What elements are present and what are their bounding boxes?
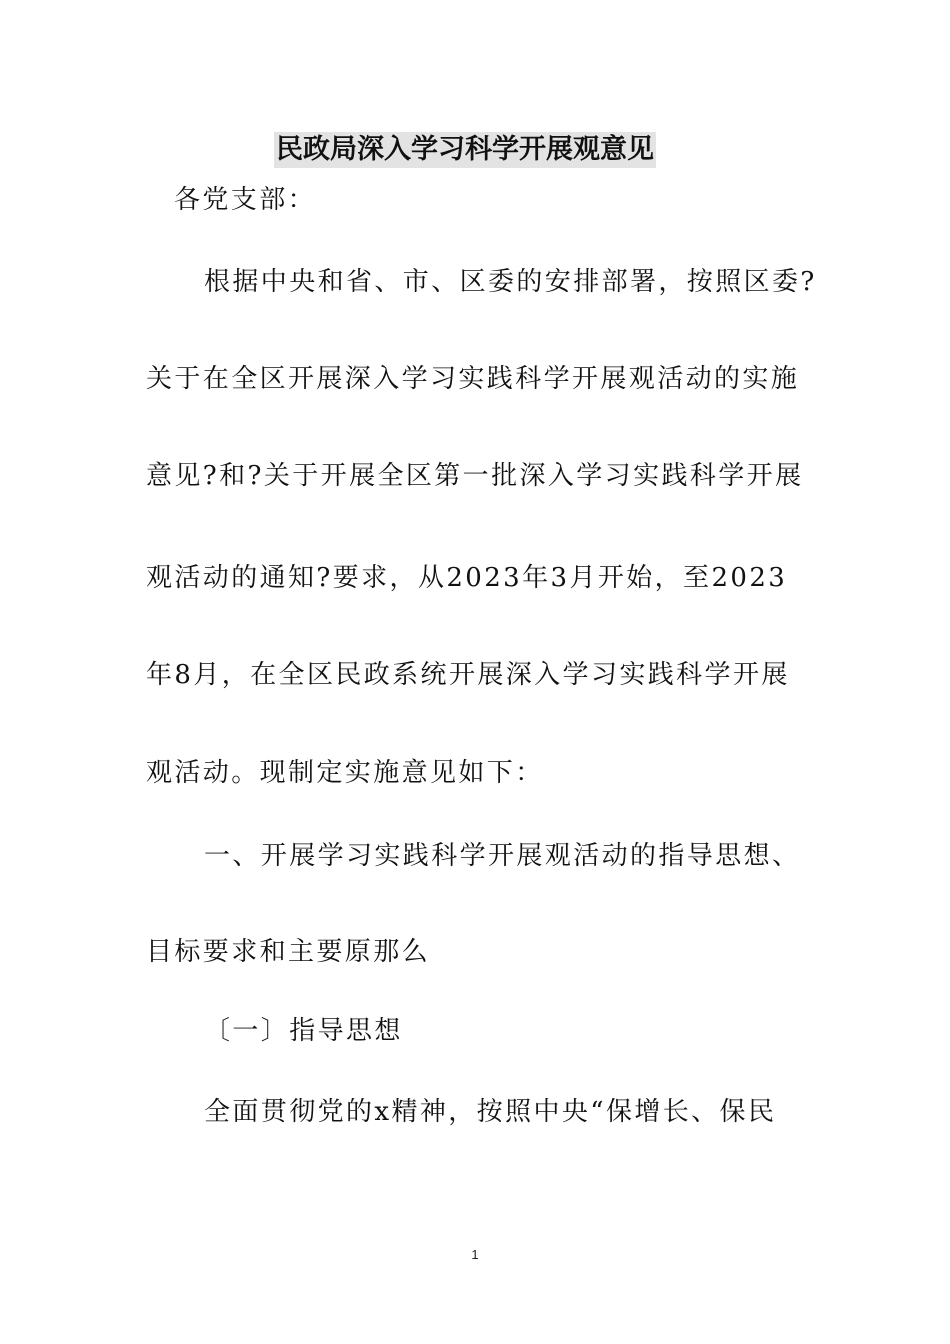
body-line: 根据中央和省、市、区委的安排部署，按照区委?	[204, 267, 817, 297]
body-line: 观活动的通知?要求，从2023年3月开始，至2023	[146, 563, 788, 593]
body-line: 关于在全区开展深入学习实践科学开展观活动的实施	[146, 364, 800, 394]
body-line: 意见?和?关于开展全区第一批深入学习实践科学开展	[146, 461, 804, 491]
section-heading: 一、开展学习实践科学开展观活动的指导思想、	[204, 841, 801, 871]
page-number: 1	[471, 1247, 479, 1262]
body-line: 观活动。现制定实施意见如下：	[146, 758, 544, 788]
body-line: 年8月，在全区民政系统开展深入学习实践科学开展	[146, 660, 790, 690]
subsection-heading: 〔一〕指导思想	[204, 1016, 403, 1046]
salutation: 各党支部：	[174, 185, 317, 215]
section-heading-continued: 目标要求和主要原那么	[146, 937, 431, 967]
body-line: 全面贯彻党的x精神，按照中央“保增长、保民	[204, 1097, 777, 1127]
document-title: 民政局深入学习科学开展观意见	[274, 132, 656, 168]
